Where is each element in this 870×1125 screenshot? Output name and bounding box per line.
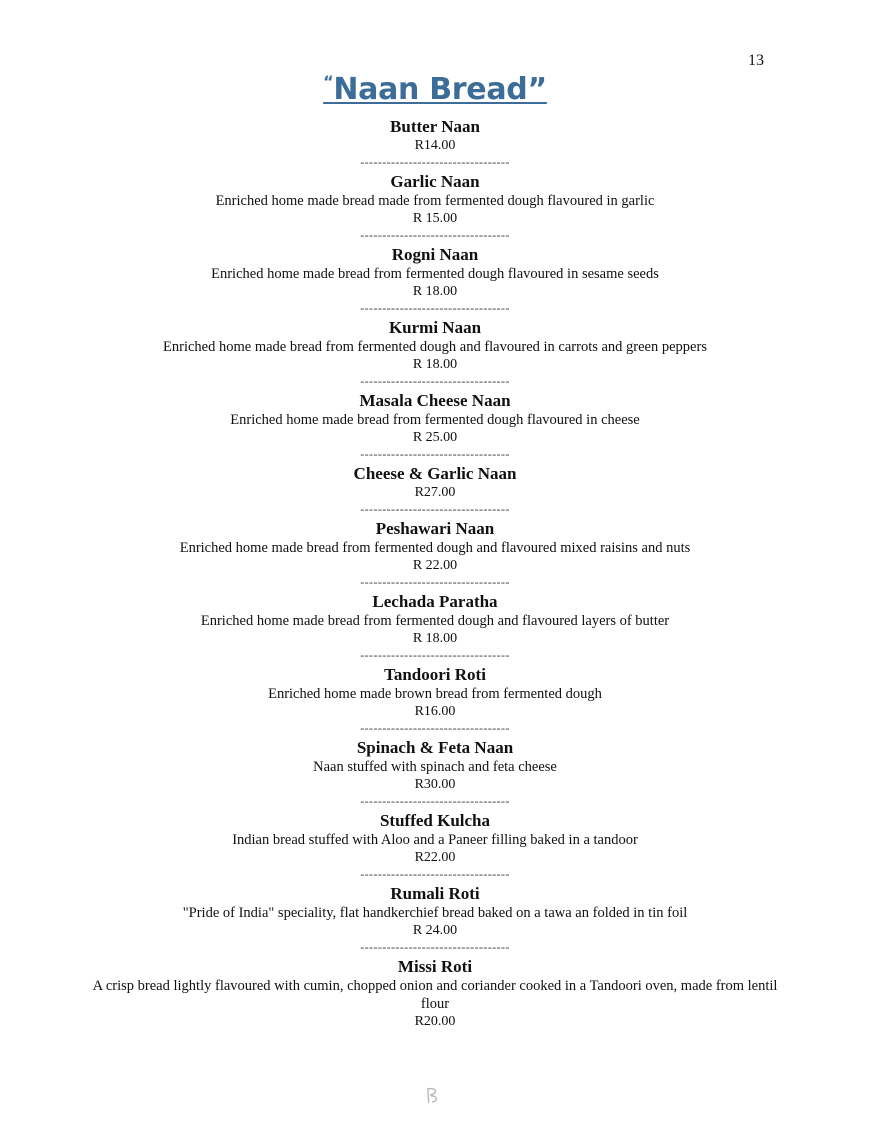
menu-item-name: Rogni Naan: [391, 245, 479, 264]
menu-item-price: R 15.00: [412, 211, 458, 226]
menu-item-name: Missi Roti: [397, 957, 473, 976]
divider: ----------------------------------: [360, 794, 510, 808]
menu-item-name: Kurmi Naan: [388, 318, 482, 337]
menu-item-price: R 18.00: [412, 357, 458, 372]
menu-item-description: Enriched home made bread from fermented dough and flavoured in carrots and green peppers: [163, 339, 707, 355]
menu-item-description: Enriched home made bread from fermented dough flavoured in cheese: [230, 412, 640, 428]
menu-item-price: R20.00: [414, 1014, 456, 1029]
divider: ----------------------------------: [360, 721, 510, 735]
menu-item: [100, 390, 770, 463]
menu-item-description: Enriched home made bread from fermented dough and flavoured layers of butter: [200, 613, 670, 629]
menu-item: [100, 810, 770, 883]
menu-item: [100, 317, 770, 390]
menu-item-price: R 25.00: [412, 430, 458, 445]
menu-item-name: Butter Naan: [390, 117, 480, 136]
divider: ----------------------------------: [360, 575, 510, 589]
menu-item-price: R 18.00: [412, 284, 458, 299]
menu-item-description: Enriched home made bread from fermented dough flavoured in sesame seeds: [211, 266, 659, 282]
title-close-quote: ”: [527, 72, 547, 107]
menu-item-description: "Pride of India" speciality, flat handkerchief bread baked on a tawa an folded in tin foil: [182, 905, 688, 921]
menu-item-description: Enriched home made brown bread from fermented dough: [268, 686, 602, 702]
title-open-quote: “: [323, 72, 334, 91]
menu-item-name: Garlic Naan: [390, 172, 480, 191]
menu-item: [100, 883, 770, 956]
page-title: [0, 72, 870, 107]
divider: ----------------------------------: [360, 940, 510, 954]
menu-item-name: Lechada Paratha: [372, 592, 498, 611]
menu-item: [100, 116, 770, 171]
menu-item: [100, 591, 770, 664]
divider: ----------------------------------: [360, 301, 510, 315]
menu-item-description: Enriched home made bread made from fermented dough flavoured in garlic: [215, 193, 655, 209]
title-text: Naan Bread: [333, 72, 528, 107]
menu-item: [92, 956, 778, 1031]
menu-item-description: Enriched home made bread from fermented dough and flavoured mixed raisins and nuts: [179, 540, 691, 556]
menu-item-price: R16.00: [414, 704, 456, 719]
menu-item-price: R 18.00: [412, 631, 458, 646]
menu-item: [100, 518, 770, 591]
menu-item-name: Masala Cheese Naan: [359, 391, 511, 410]
menu-item-price: R22.00: [414, 850, 456, 865]
menu-item-description: A crisp bread lightly flavoured with cumin, chopped onion and coriander cooked in a Tandoori oven, made from lentil flour: [92, 978, 778, 1012]
divider: ----------------------------------: [360, 502, 510, 516]
decorative-monogram-icon: [422, 1084, 444, 1106]
menu-item-name: Spinach & Feta Naan: [356, 738, 514, 757]
menu-list: [92, 116, 778, 1031]
menu-item-name: Cheese & Garlic Naan: [353, 464, 517, 483]
menu-item-description: Naan stuffed with spinach and feta cheese: [313, 759, 557, 775]
page-number: 13: [748, 52, 764, 69]
menu-item-description: Indian bread stuffed with Aloo and a Paneer filling baked in a tandoor: [232, 832, 638, 848]
menu-item-price: R30.00: [414, 777, 456, 792]
menu-item-name: Rumali Roti: [390, 884, 480, 903]
menu-item: [100, 664, 770, 737]
menu-item-price: R27.00: [414, 485, 456, 500]
divider: ----------------------------------: [360, 867, 510, 881]
menu-item: [100, 244, 770, 317]
divider: ----------------------------------: [360, 155, 510, 169]
menu-item: [100, 463, 770, 518]
menu-item-price: R 24.00: [412, 923, 458, 938]
menu-item-name: Tandoori Roti: [384, 665, 486, 684]
divider: ----------------------------------: [360, 228, 510, 242]
menu-item-name: Stuffed Kulcha: [379, 811, 491, 830]
divider: ----------------------------------: [360, 447, 510, 461]
menu-item-price: R 22.00: [412, 558, 458, 573]
divider: ----------------------------------: [360, 374, 510, 388]
menu-item-price: R14.00: [414, 138, 456, 153]
menu-item: [100, 737, 770, 810]
menu-item: [100, 171, 770, 244]
divider: ----------------------------------: [360, 648, 510, 662]
menu-item-name: Peshawari Naan: [375, 519, 495, 538]
